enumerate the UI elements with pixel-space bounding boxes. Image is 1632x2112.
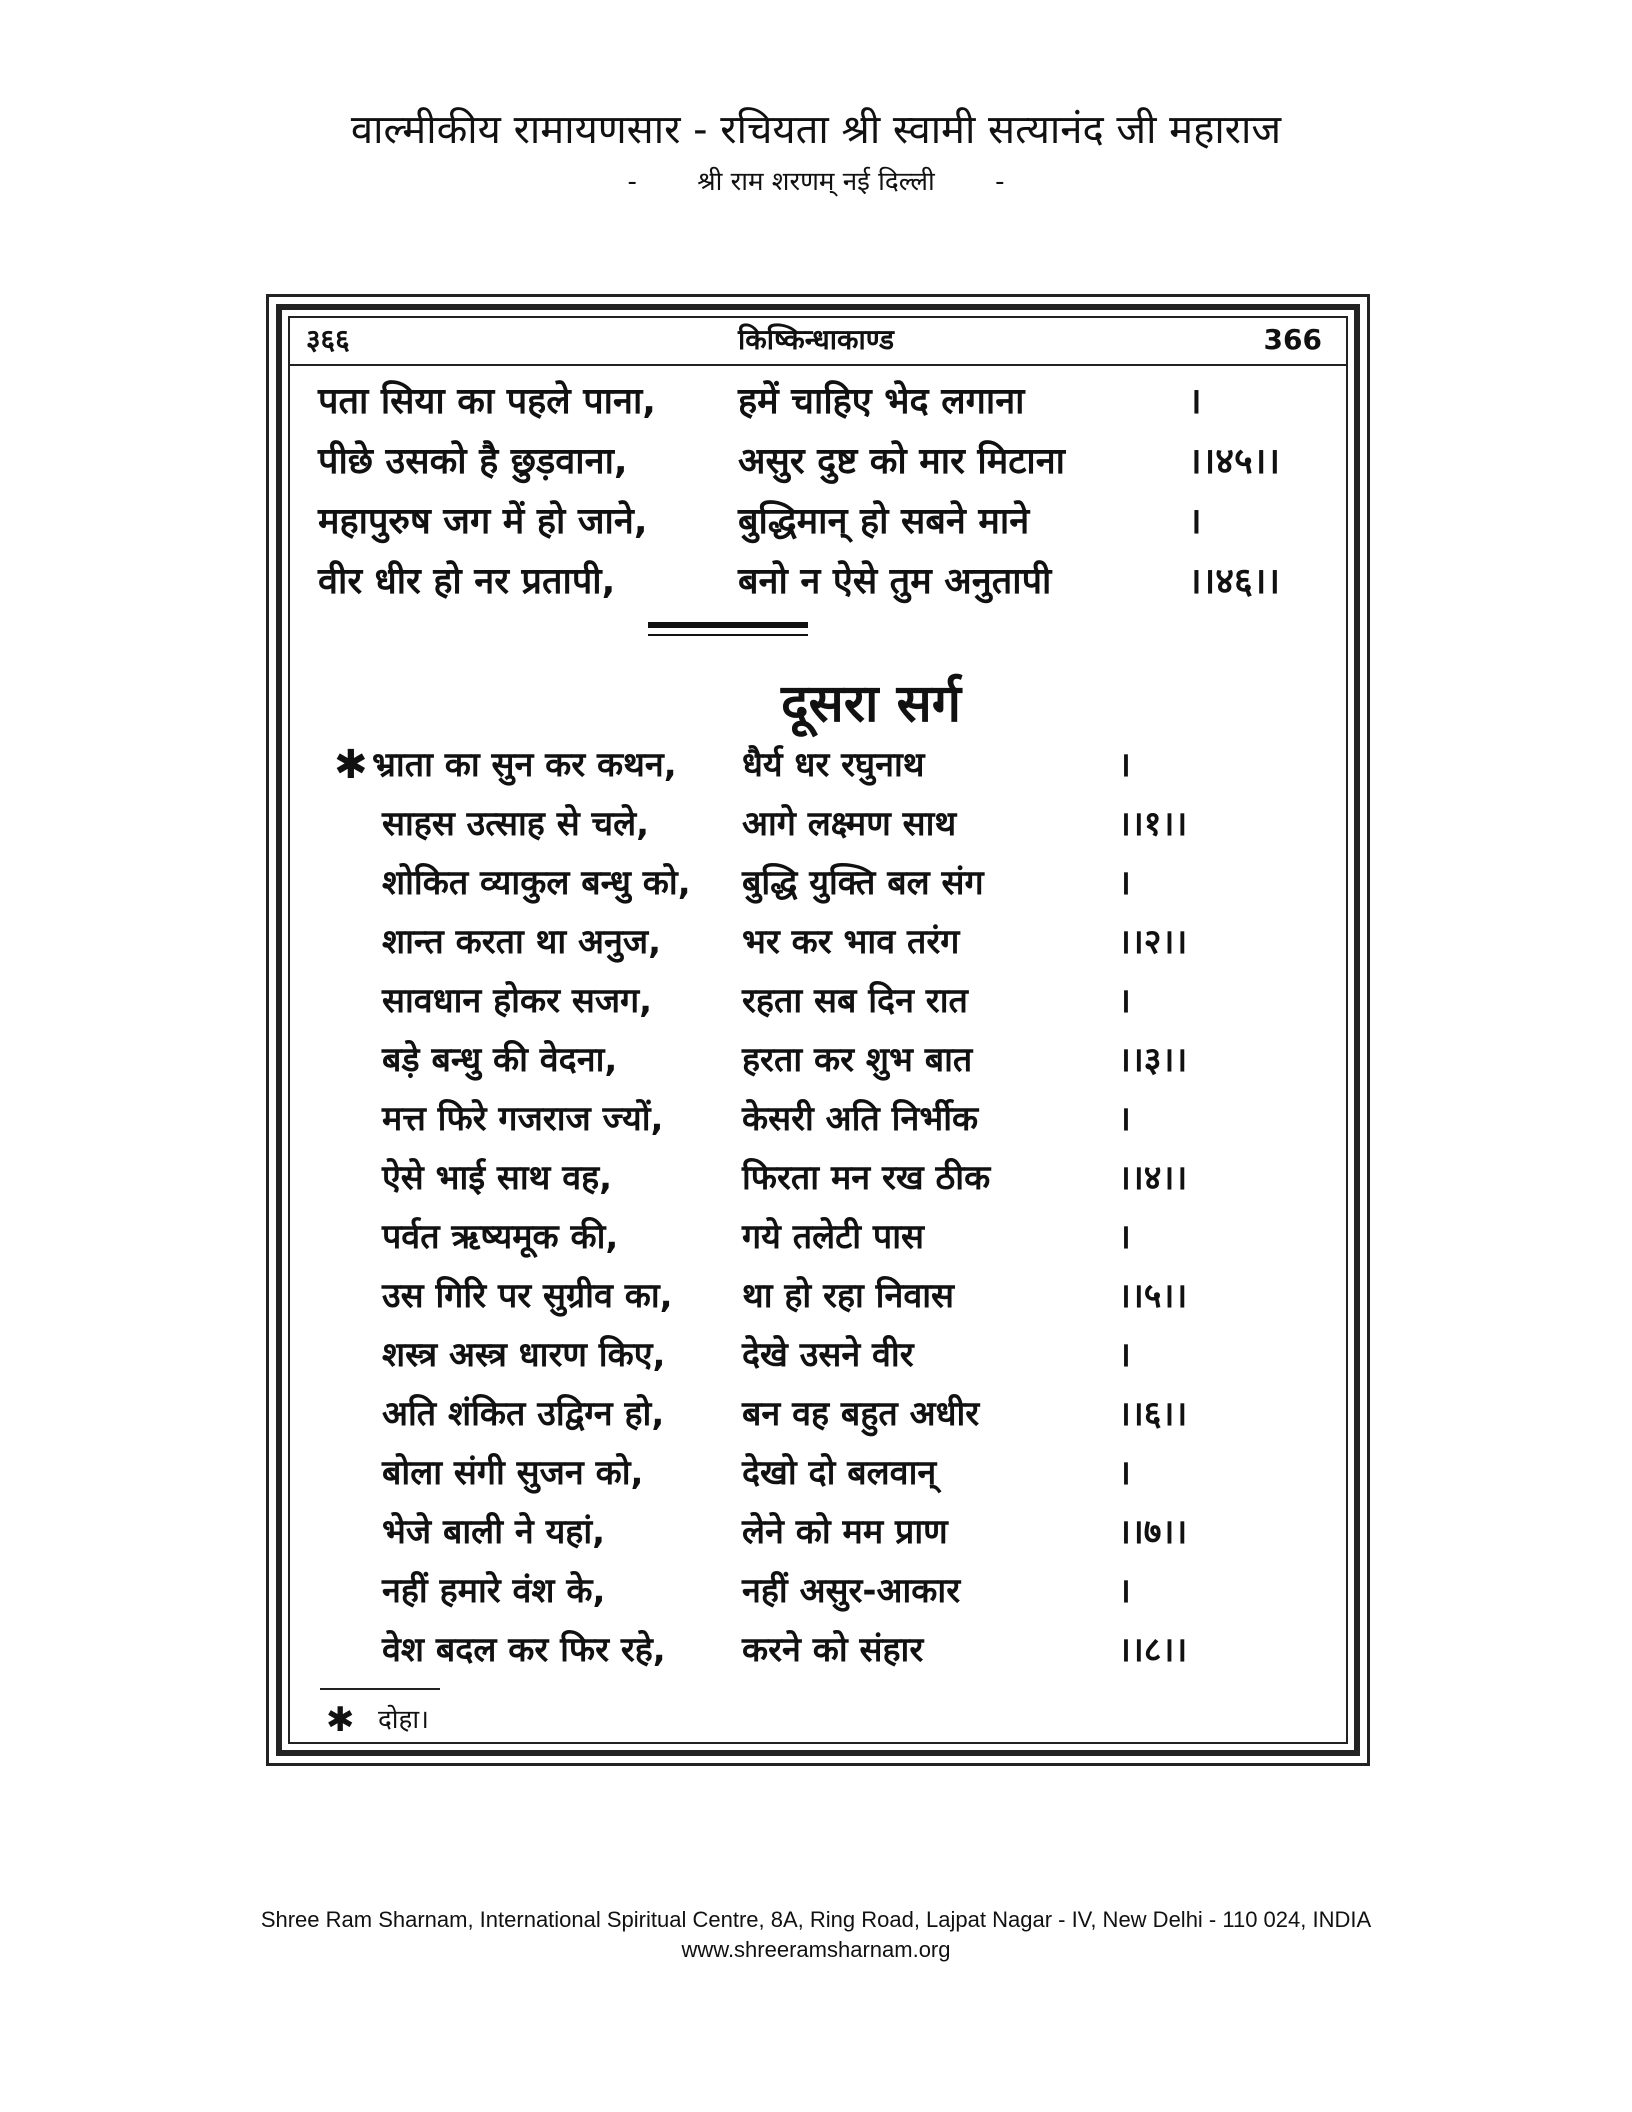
verse-first-half: वीर धीर हो नर प्रतापी,: [318, 561, 616, 602]
doha-first-half: शस्त्र अस्त्र धारण किए,: [382, 1335, 666, 1375]
footnote-asterisk: ✱: [326, 1700, 355, 1740]
doha-first-half: शोकित व्याकुल बन्धु को,: [382, 863, 691, 903]
subtitle-dash-right: -: [995, 167, 1005, 197]
doha-first-half: बोला संगी सुजन को,: [382, 1453, 644, 1493]
doha-first-half: शान्त करता था अनुज,: [382, 922, 662, 962]
doha-second-half: भर कर भाव तरंग: [742, 922, 960, 962]
doha-second-half: केसरी अति निर्भीक: [742, 1099, 979, 1139]
doha-second-half: देखे उसने वीर: [742, 1335, 914, 1375]
doha-second-half: आगे लक्ष्मण साथ: [742, 804, 957, 844]
subtitle-text: श्री राम शरणम् नई दिल्ली: [697, 167, 935, 197]
doha-number: ।।६।।: [1118, 1394, 1188, 1434]
header-divider: [290, 364, 1346, 366]
doha-second-half: धैर्य धर रघुनाथ: [742, 745, 925, 785]
doha-first-half: उस गिरि पर सुग्रीव का,: [382, 1276, 673, 1316]
doha-number: ।।४।।: [1118, 1158, 1188, 1198]
verse-first-half: पीछे उसको है छुड़वाना,: [318, 441, 628, 482]
doha-first-half: वेश बदल कर फिर रहे,: [382, 1630, 666, 1670]
doha-number: ।: [1118, 745, 1131, 785]
section-separator-thick: [648, 622, 808, 628]
doha-second-half: नहीं असुर-आकार: [742, 1571, 961, 1611]
doha-number: ।: [1118, 863, 1131, 903]
footnote-rule: [320, 1688, 440, 1690]
document-title: वाल्मीकीय रामायणसार - रचियता श्री स्वामी सत्यानंद जी महाराज: [350, 107, 1282, 153]
verse-first-half: पता सिया का पहले पाना,: [318, 381, 656, 422]
kanda-heading: किष्किन्धाकाण्ड: [737, 323, 895, 356]
doha-number: ।।१।।: [1118, 804, 1188, 844]
doha-second-half: था हो रहा निवास: [742, 1276, 955, 1316]
footnote-text: दोहा।: [378, 1705, 429, 1735]
doha-second-half: रहता सब दिन रात: [742, 981, 968, 1021]
asterisk-marker: ✱: [334, 742, 368, 788]
doha-first-half: ऐसे भाई साथ वह,: [382, 1158, 613, 1198]
verse-number: ।।४६।।: [1188, 561, 1281, 602]
page-number: 366: [1263, 323, 1322, 356]
doha-number: ।: [1118, 1571, 1131, 1611]
doha-first-half: भेजे बाली ने यहां,: [382, 1512, 606, 1552]
footer-address: Shree Ram Sharnam, International Spiritual Centre, 8A, Ring Road, Lajpat Nagar - IV, New Delhi - 110 024, INDIA: [260, 1907, 1372, 1932]
doha-first-half: साहस उत्साह से चले,: [382, 804, 650, 844]
doha-second-half: फिरता मन रख ठीक: [742, 1158, 991, 1198]
verse-number: ।: [1188, 381, 1202, 422]
doha-second-half: हरता कर शुभ बात: [742, 1040, 973, 1080]
doha-first-half: पर्वत ऋष्यमूक की,: [382, 1217, 619, 1257]
doha-number: ।: [1118, 1335, 1131, 1375]
doha-second-half: बन वह बहुत अधीर: [742, 1394, 980, 1434]
doha-number: ।: [1118, 1217, 1131, 1257]
doha-number: ।: [1118, 1453, 1131, 1493]
doha-second-half: गये तलेटी पास: [742, 1217, 925, 1257]
doha-first-half: सावधान होकर सजग,: [382, 981, 653, 1021]
doha-number: ।।८।।: [1118, 1630, 1188, 1670]
doha-first-half: बड़े बन्धु की वेदना,: [382, 1040, 618, 1080]
doha-second-half: बुद्धि युक्ति बल संग: [742, 863, 984, 903]
doha-second-half: देखो दो बलवान्: [742, 1453, 937, 1493]
doha-first-half: अति शंकित उद्विग्न हो,: [382, 1394, 665, 1434]
doha-number: ।।५।।: [1118, 1276, 1188, 1316]
doha-first-half: मत्त फिरे गजराज ज्यों,: [382, 1099, 664, 1139]
doha-first-half: नहीं हमारे वंश के,: [382, 1571, 606, 1611]
doha-number: ।।७।।: [1118, 1512, 1188, 1552]
section-separator-thin: [648, 634, 808, 636]
verse-number: ।।४५।।: [1188, 441, 1281, 482]
verse-second-half: हमें चाहिए भेद लगाना: [738, 381, 1025, 422]
doha-second-half: करने को संहार: [742, 1630, 924, 1670]
verse-number: ।: [1188, 501, 1202, 542]
footer-website[interactable]: www.shreeramsharnam.org: [681, 1937, 951, 1962]
verse-second-half: बुद्धिमान् हो सबने माने: [738, 501, 1030, 542]
verse-first-half: महापुरुष जग में हो जाने,: [318, 501, 648, 542]
doha-second-half: लेने को मम प्राण: [742, 1512, 948, 1552]
verse-second-half: असुर दुष्ट को मार मिटाना: [738, 441, 1066, 482]
page-number-devanagari: ३६६: [306, 323, 350, 356]
doha-first-half: भ्राता का सुन कर कथन,: [372, 745, 677, 785]
sarga-title: दूसरा सर्ग: [780, 674, 962, 734]
doha-number: ।।२।।: [1118, 922, 1188, 962]
document-subtitle: [0, 162, 1632, 202]
verse-second-half: बनो न ऐसे तुम अनुतापी: [738, 561, 1052, 602]
doha-number: ।: [1118, 1099, 1131, 1139]
doha-number: ।।३।।: [1118, 1040, 1188, 1080]
doha-number: ।: [1118, 981, 1131, 1021]
subtitle-dash-left: -: [627, 167, 637, 197]
